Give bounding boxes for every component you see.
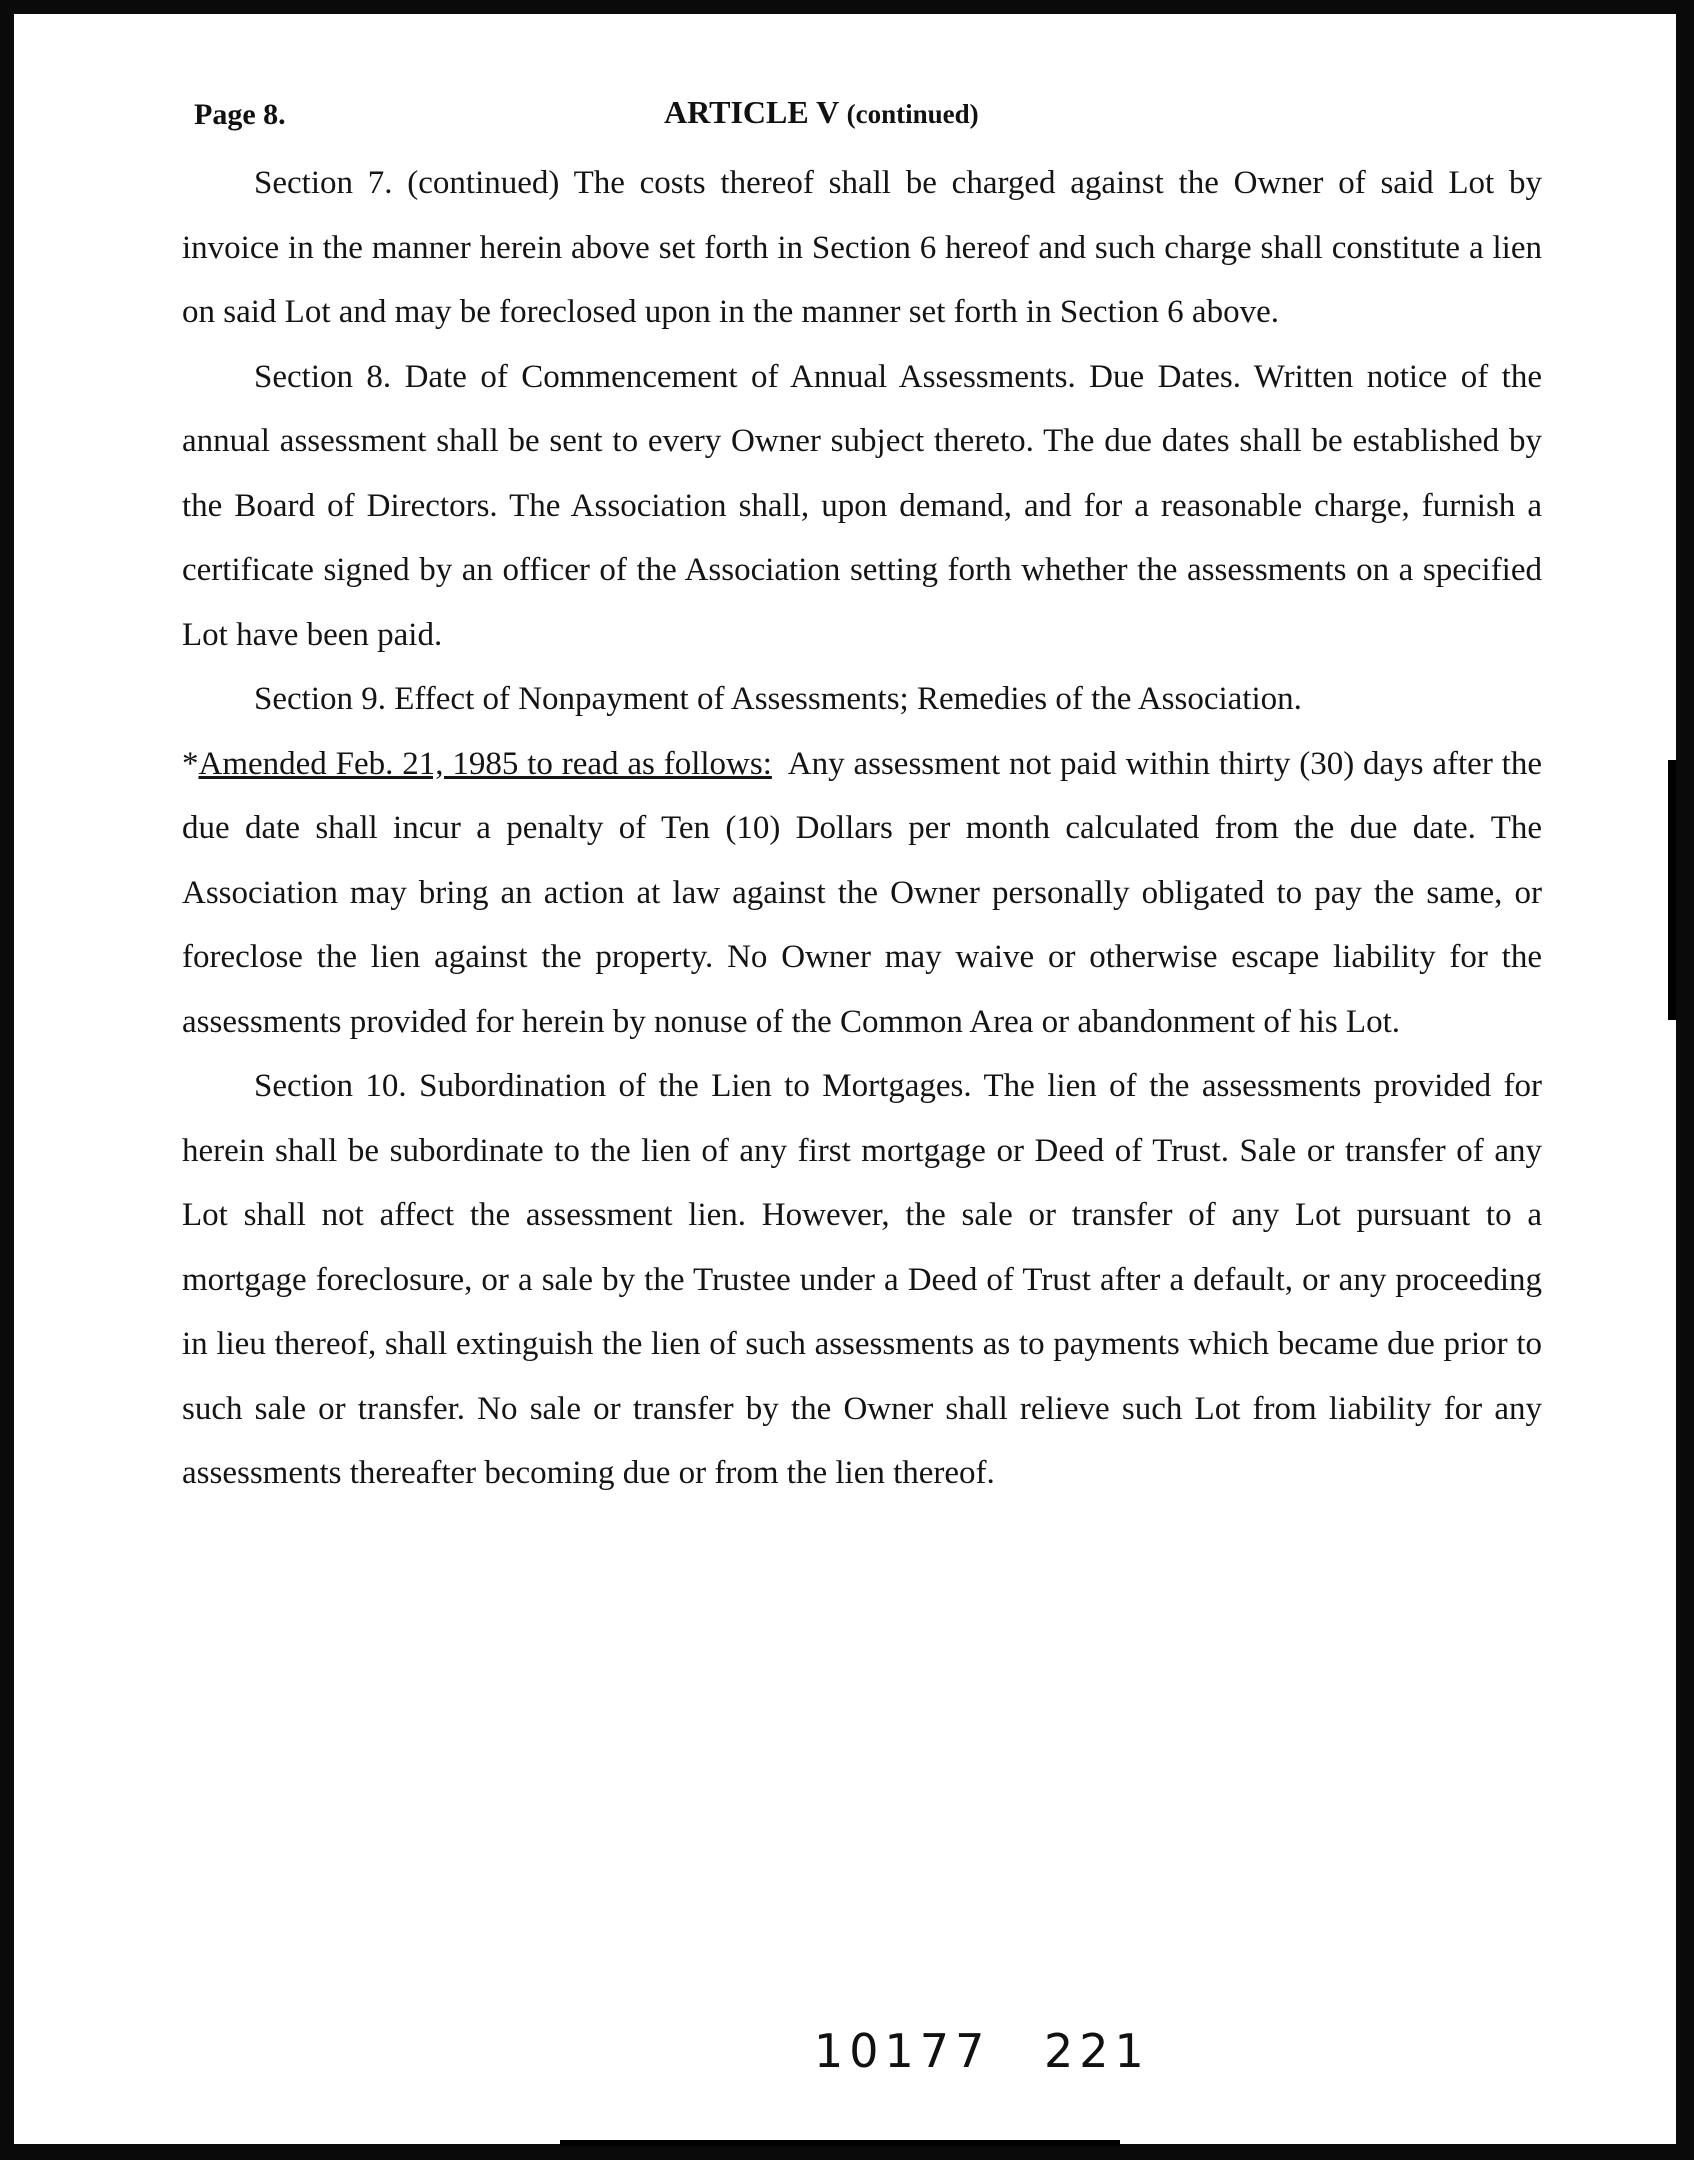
page-number: 221	[1044, 2024, 1150, 2078]
section-9-paragraph	[182, 732, 1542, 1055]
amendment-asterisk: *	[182, 745, 199, 782]
page-label: Page 8.	[194, 98, 286, 131]
section-7-paragraph: Section 7. (continued) The costs thereof shall be charged against the Owner of said Lot by invoice in the manner herein above set forth in Section 6 hereof and such charge shall constitute a lien on said Lot and may be foreclosed upon in the manner set forth in Section 6 above.	[182, 165, 1542, 330]
document-page	[14, 14, 1676, 2144]
section-9-text: Any assessment not paid within thirty (30) days after the due date shall incur a penalty of Ten (10) Dollars per month calculated from the due date. The Association may bring an action at law against the Owner personally obligated to pay the same, or foreclose the lien against the property. No Owner may waive or otherwise escape liability for the assessments provided for herein by nonuse of the Common Area or abandonment of his Lot.	[182, 745, 1542, 1040]
article-title-continued: (continued)	[846, 99, 979, 129]
amendment-note: Amended Feb. 21, 1985 to read as follows:	[198, 745, 772, 782]
document-body	[182, 151, 1542, 1506]
section-8-paragraph: Section 8. Date of Commencement of Annual Assessments. Due Dates. Written notice of the annual assessment shall be sent to every Owner subject thereto. The due dates shall be established by the Board of Directors. The Association shall, upon demand, and for a reasonable charge, furnish a certificate signed by an officer of the Association setting forth whether the assessments on a specified Lot have been paid.	[182, 358, 1542, 653]
article-title	[664, 94, 979, 131]
page-header	[14, 94, 1676, 144]
article-title-main: ARTICLE V	[664, 94, 839, 130]
page-footer	[14, 2024, 1676, 2084]
section-9-heading: Section 9. Effect of Nonpayment of Assessments; Remedies of the Association.	[254, 681, 1302, 717]
section-10-paragraph: Section 10. Subordination of the Lien to Mortgages. The lien of the assessments provided for herein shall be subordinate to the lien of any first mortgage or Deed of Trust. Sale or transfer of any Lot shall not affect the assessment lien. However, the sale or transfer of any Lot pursuant to a mortgage foreclosure, or a sale by the Trustee under a Deed of Trust after a default, or any proceeding in lieu thereof, shall extinguish the lien of such assessments as to payments which became due prior to such sale or transfer. No sale or transfer by the Owner shall relieve such Lot from liability for any assessments thereafter becoming due or from the lien thereof.	[182, 1068, 1542, 1491]
scan-artifact-right	[1668, 760, 1676, 1020]
scan-artifact-bottom	[560, 2140, 1120, 2146]
book-number: 10177	[814, 2024, 991, 2078]
